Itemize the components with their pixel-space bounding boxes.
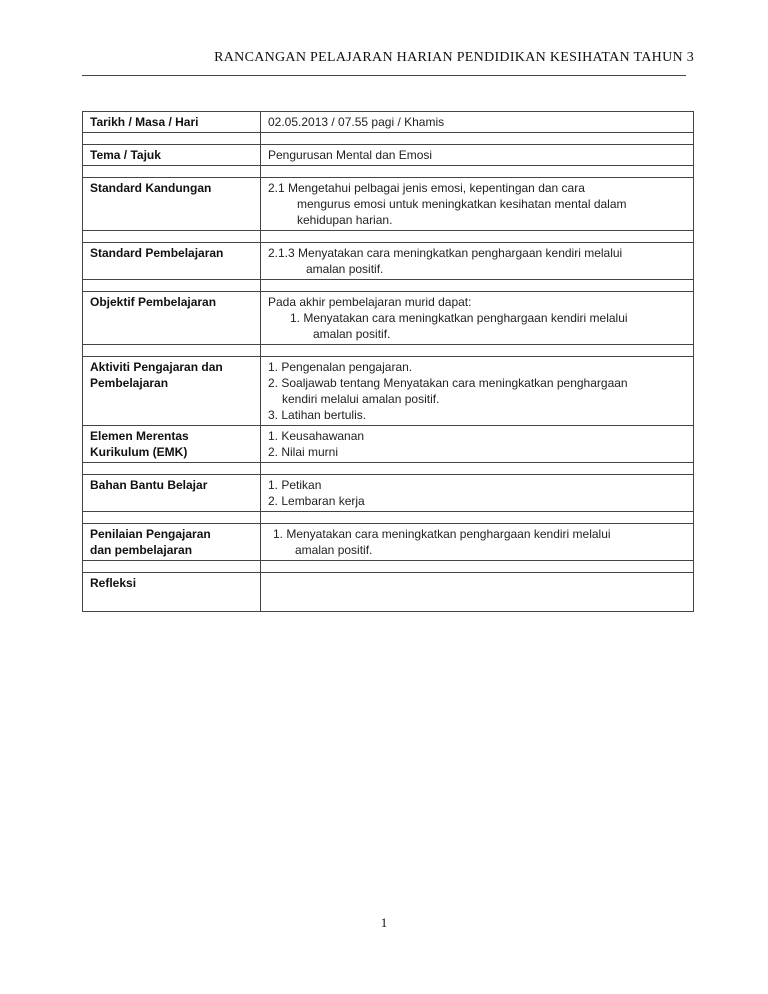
page-number: 1 xyxy=(380,915,388,930)
value-tarikh: 02.05.2013 / 07.55 pagi / Khamis xyxy=(261,112,694,133)
table-row-refleksi xyxy=(83,573,694,612)
aktiviti-item-continued: kendiri melalui amalan positif. xyxy=(282,392,440,406)
objektif-item: 1. Menyatakan cara meningkatkan penghargaan kendiri melalui xyxy=(290,311,628,325)
table-row-standard-pembelajaran xyxy=(83,243,694,280)
table-row-bahan xyxy=(83,475,694,512)
standard-kandungan-line: mengurus emosi untuk meningkatkan kesihatan mental dalam xyxy=(297,197,627,211)
spacer-row xyxy=(83,345,694,357)
objektif-intro: Pada akhir pembelajaran murid dapat: xyxy=(268,295,472,309)
emk-item: 2. Nilai murni xyxy=(268,445,339,459)
bahan-item: 2. Lembaran kerja xyxy=(268,494,365,508)
standard-kandungan-line: kehidupan harian. xyxy=(297,213,393,227)
label-aktiviti-line: Pembelajaran xyxy=(90,376,169,390)
label-aktiviti-line: Aktiviti Pengajaran dan xyxy=(90,360,223,374)
value-standard-kandungan xyxy=(261,178,694,231)
spacer-row xyxy=(83,231,694,243)
value-aktiviti xyxy=(261,357,694,426)
penilaian-item-continued: amalan positif. xyxy=(295,543,373,557)
objektif-item-continued: amalan positif. xyxy=(313,327,391,341)
label-standard-pembelajaran: Standard Pembelajaran xyxy=(83,243,261,280)
table-row-objektif xyxy=(83,292,694,345)
aktiviti-item: 1. Pengenalan pengajaran. xyxy=(268,360,413,374)
bahan-item: 1. Petikan xyxy=(268,478,322,492)
spacer-row xyxy=(83,512,694,524)
value-refleksi xyxy=(261,573,694,612)
label-emk-line: Kurikulum (EMK) xyxy=(90,445,188,459)
value-emk xyxy=(261,426,694,463)
spacer-row xyxy=(83,463,694,475)
table-row-tema xyxy=(83,145,694,166)
lesson-plan-table xyxy=(82,111,694,612)
table-row-emk xyxy=(83,426,694,463)
page-title: RANCANGAN PELAJARAN HARIAN PENDIDIKAN KESIHATAN TAHUN 3 xyxy=(214,50,694,65)
label-emk-line: Elemen Merentas xyxy=(90,429,189,443)
value-bahan xyxy=(261,475,694,512)
label-objektif: Objektif Pembelajaran xyxy=(83,292,261,345)
label-standard-kandungan: Standard Kandungan xyxy=(83,178,261,231)
spacer-row xyxy=(83,561,694,573)
label-aktiviti xyxy=(83,357,261,426)
table-row-aktiviti xyxy=(83,357,694,426)
table-row-tarikh xyxy=(83,112,694,133)
aktiviti-item: 3. Latihan bertulis. xyxy=(268,408,367,422)
standard-pembelajaran-line: amalan positif. xyxy=(306,262,384,276)
spacer-row xyxy=(83,166,694,178)
spacer-row xyxy=(83,280,694,292)
value-tema: Pengurusan Mental dan Emosi xyxy=(261,145,694,166)
value-penilaian xyxy=(261,524,694,561)
label-penilaian-line: dan pembelajaran xyxy=(90,543,193,557)
header-divider xyxy=(82,75,686,76)
standard-kandungan-line: 2.1 Mengetahui pelbagai jenis emosi, kepentingan dan cara xyxy=(268,181,585,195)
label-emk xyxy=(83,426,261,463)
table-row-standard-kandungan xyxy=(83,178,694,231)
spacer-row xyxy=(83,133,694,145)
label-bahan: Bahan Bantu Belajar xyxy=(83,475,261,512)
label-refleksi: Refleksi xyxy=(83,573,261,612)
label-tarikh: Tarikh / Masa / Hari xyxy=(83,112,261,133)
penilaian-item: 1. Menyatakan cara meningkatkan penghargaan kendiri melalui xyxy=(273,527,611,541)
value-objektif xyxy=(261,292,694,345)
label-penilaian xyxy=(83,524,261,561)
label-penilaian-line: Penilaian Pengajaran xyxy=(90,527,211,541)
standard-pembelajaran-line: 2.1.3 Menyatakan cara meningkatkan penghargaan kendiri melalui xyxy=(268,246,623,260)
value-standard-pembelajaran xyxy=(261,243,694,280)
label-tema: Tema / Tajuk xyxy=(83,145,261,166)
emk-item: 1. Keusahawanan xyxy=(268,429,365,443)
aktiviti-item: 2. Soaljawab tentang Menyatakan cara meningkatkan penghargaan xyxy=(268,376,628,390)
table-row-penilaian xyxy=(83,524,694,561)
